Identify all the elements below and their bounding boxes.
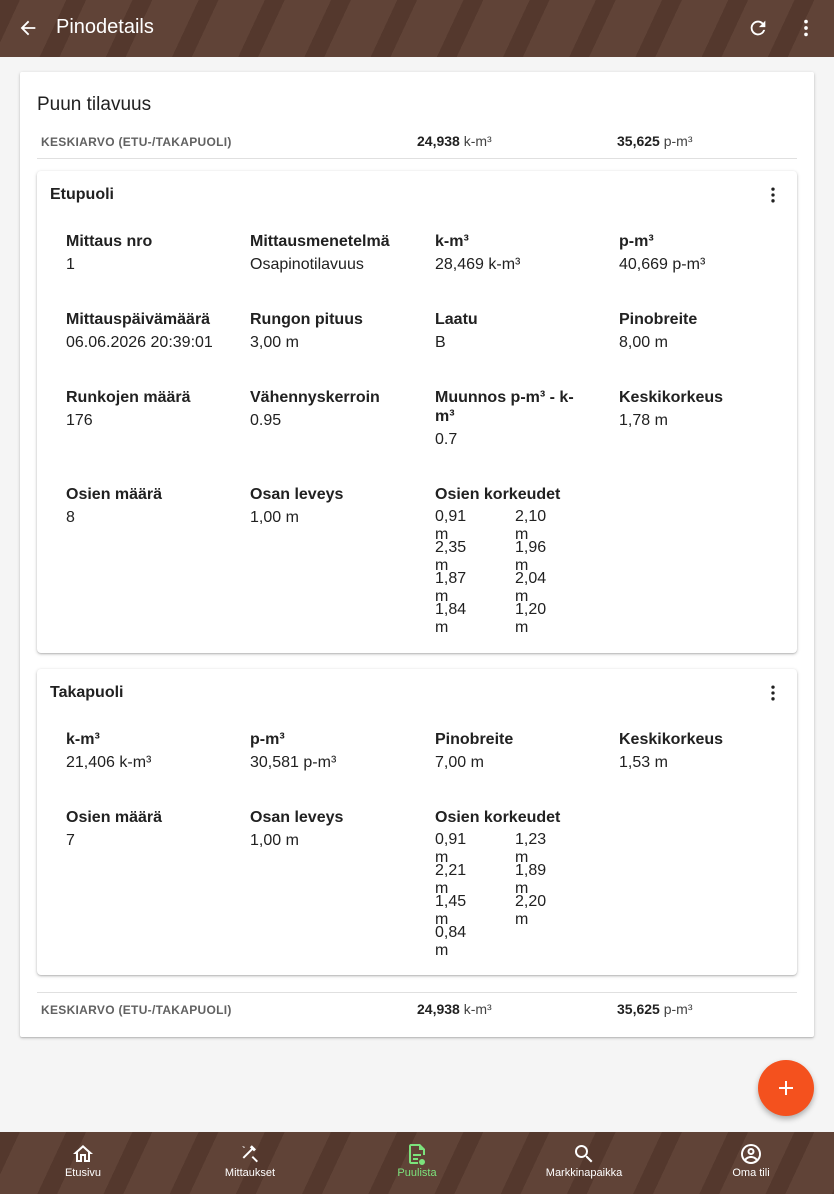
height-value: 1,23 m [515,831,547,866]
list-icon [405,1142,429,1166]
refresh-icon[interactable] [744,14,772,42]
field-trunk-length: Rungon pituus 3,00 m [250,311,363,351]
field-k-m3: k-m³ 21,406 k-m³ [66,731,152,771]
nav-item-account[interactable] [691,1132,811,1194]
field-section-count: Osien määrä 7 [66,809,163,849]
field-date: Mittauspäivämäärä 06.06.2026 20:39:01 [66,311,213,351]
account-icon [739,1142,763,1166]
field-quality: Laatu B [435,311,478,351]
average-p-value: 35,625 p-m³ [617,1001,693,1017]
height-value: 2,21 m [435,862,467,897]
divider [37,158,797,159]
average-k-value: 24,938 k-m³ [417,1001,492,1017]
more-vert-icon[interactable] [761,681,785,705]
field-section-width: Osan leveys 1,00 m [250,486,344,526]
front-side-title: Etupuoli [50,186,114,203]
height-value: 2,10 m [515,508,547,543]
back-side-title: Takapuoli [50,684,124,701]
nav-label: Markkinapaikka [545,1167,623,1179]
field-section-width: Osan leveys 1,00 m [250,809,344,849]
field-measurement-no: Mittaus nro 1 [66,233,153,273]
search-icon [572,1142,596,1166]
average-row-bottom [37,996,797,1024]
field-average-height: Keskikorkeus 1,78 m [619,389,724,429]
height-value: 1,87 m [435,570,467,605]
field-method: Mittausmenetelmä Osapinotilavuus [250,233,390,273]
nav-label: Oma tili [732,1167,770,1179]
volume-title: Puun tilavuus [37,94,152,115]
average-label: KESKIARVO (ETU-/TAKAPUOLI) [41,135,232,149]
field-conversion: Muunnos p-m³ - k-m³ 0.7 [435,389,574,448]
average-row-top [37,128,797,156]
field-pile-width: Pinobreite 7,00 m [435,731,514,771]
average-label: KESKIARVO (ETU-/TAKAPUOLI) [41,1003,232,1017]
field-pile-width: Pinobreite 8,00 m [619,311,698,351]
height-value: 1,45 m [435,893,467,928]
height-value: 1,96 m [515,539,547,574]
height-value: 1,20 m [515,601,547,636]
back-side-card [37,669,797,975]
nav-item-tree-list[interactable] [357,1132,477,1194]
height-value: 0,84 m [435,924,467,959]
volume-card [20,72,814,1037]
home-icon [71,1142,95,1166]
height-value: 1,89 m [515,862,547,897]
nav-item-home[interactable] [23,1132,143,1194]
more-vert-icon[interactable] [792,14,820,42]
field-reduction-factor: Vähennyskerroin 0.95 [250,389,380,429]
tools-icon [238,1142,262,1166]
nav-item-measurements[interactable] [190,1132,310,1194]
field-trunk-count: Runkojen määrä 176 [66,389,191,429]
height-value: 2,35 m [435,539,467,574]
bottom-navigation [0,1132,834,1194]
arrow-back-icon[interactable] [14,14,42,42]
add-button[interactable] [758,1060,814,1116]
add-icon [774,1076,798,1100]
nav-label: Puulista [397,1167,437,1179]
front-side-card [37,171,797,653]
field-p-m3: p-m³ 30,581 p-m³ [250,731,337,771]
average-p-value: 35,625 p-m³ [617,133,693,149]
nav-item-marketplace[interactable] [524,1132,644,1194]
field-average-height: Keskikorkeus 1,53 m [619,731,724,771]
height-value: 1,84 m [435,601,467,636]
more-vert-icon[interactable] [761,183,785,207]
field-section-heights: Osien korkeudet [435,486,561,503]
divider [37,992,797,993]
field-k-m3: k-m³ 28,469 k-m³ [435,233,521,273]
average-k-value: 24,938 k-m³ [417,133,492,149]
nav-label: Etusivu [64,1167,102,1179]
page-title: Pinodetails [56,16,154,38]
height-value: 0,91 m [435,508,467,543]
nav-label: Mittaukset [224,1167,276,1179]
height-value: 0,91 m [435,831,467,866]
field-section-heights: Osien korkeudet [435,809,561,826]
field-section-count: Osien määrä 8 [66,486,163,526]
height-value: 2,04 m [515,570,547,605]
app-bar [0,0,834,57]
field-p-m3: p-m³ 40,669 p-m³ [619,233,706,273]
height-value: 2,20 m [515,893,547,928]
